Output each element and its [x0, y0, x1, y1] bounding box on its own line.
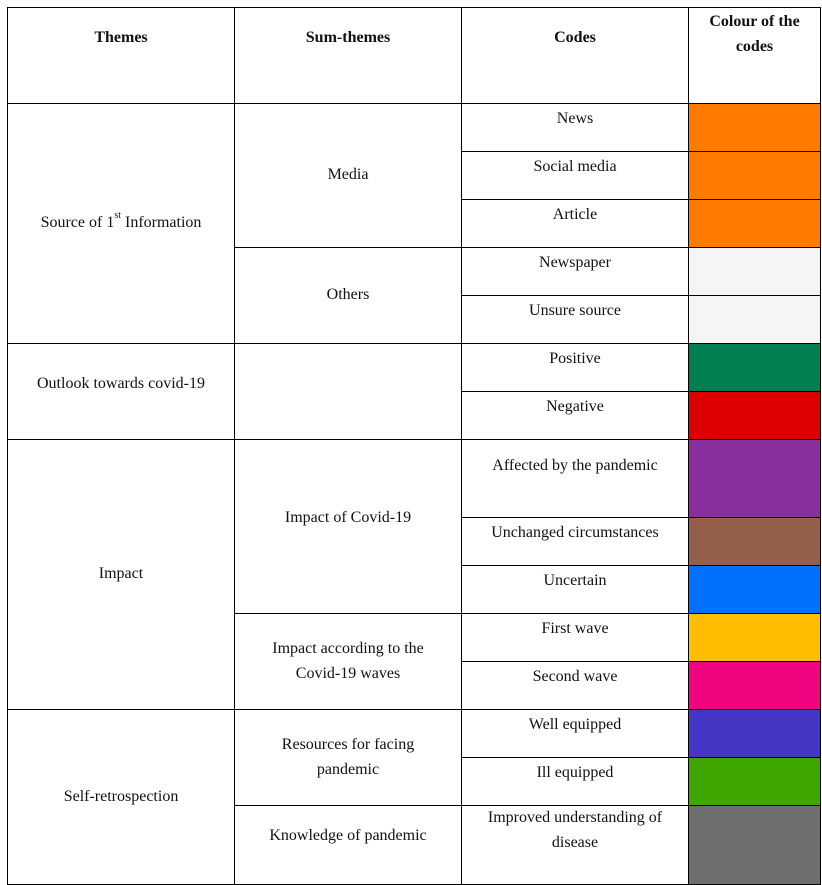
color-swatch [689, 806, 821, 885]
subtheme-knowledge: Knowledge of pandemic [235, 806, 462, 885]
color-swatch [689, 518, 821, 566]
subtheme-impact-waves: Impact according to the Covid-19 waves [235, 614, 462, 710]
code-cell: Second wave [462, 662, 689, 710]
code-cell: Negative [462, 392, 689, 440]
code-cell: Positive [462, 344, 689, 392]
code-cell: Ill equipped [462, 758, 689, 806]
header-themes: Themes [8, 8, 235, 104]
code-cell: First wave [462, 614, 689, 662]
color-swatch [689, 566, 821, 614]
theme-source-prefix: Source of 1 [40, 214, 115, 232]
code-cell: Well equipped [462, 710, 689, 758]
color-swatch [689, 104, 821, 152]
code-cell: Social media [462, 152, 689, 200]
code-cell: Unsure source [462, 296, 689, 344]
theme-source-suffix: Information [121, 214, 202, 232]
subtheme-outlook [235, 344, 462, 440]
theme-source-superscript: st [114, 210, 121, 222]
theme-outlook: Outlook towards covid-19 [8, 344, 235, 440]
color-swatch [689, 440, 821, 518]
header-codes: Codes [462, 8, 689, 104]
codebook-table [7, 7, 821, 885]
header-subthemes: Sum-themes [235, 8, 462, 104]
subtheme-resources: Resources for facing pandemic [235, 710, 462, 806]
code-cell: Article [462, 200, 689, 248]
theme-source-of-information [8, 104, 235, 344]
code-cell: Newspaper [462, 248, 689, 296]
header-colour: Colour of the codes [689, 8, 821, 104]
color-swatch [689, 662, 821, 710]
code-cell: News [462, 104, 689, 152]
color-swatch [689, 200, 821, 248]
color-swatch [689, 248, 821, 296]
code-cell: Affected by the pandemic [462, 440, 689, 518]
theme-self-retrospection: Self-retrospection [8, 710, 235, 885]
subtheme-others: Others [235, 248, 462, 344]
color-swatch [689, 758, 821, 806]
color-swatch [689, 152, 821, 200]
code-cell: Unchanged circumstances [462, 518, 689, 566]
color-swatch [689, 392, 821, 440]
color-swatch [689, 614, 821, 662]
subtheme-impact-covid: Impact of Covid-19 [235, 440, 462, 614]
code-cell: Improved understanding of disease [462, 806, 689, 885]
theme-impact: Impact [8, 440, 235, 710]
subtheme-media: Media [235, 104, 462, 248]
color-swatch [689, 344, 821, 392]
code-cell: Uncertain [462, 566, 689, 614]
color-swatch [689, 710, 821, 758]
color-swatch [689, 296, 821, 344]
